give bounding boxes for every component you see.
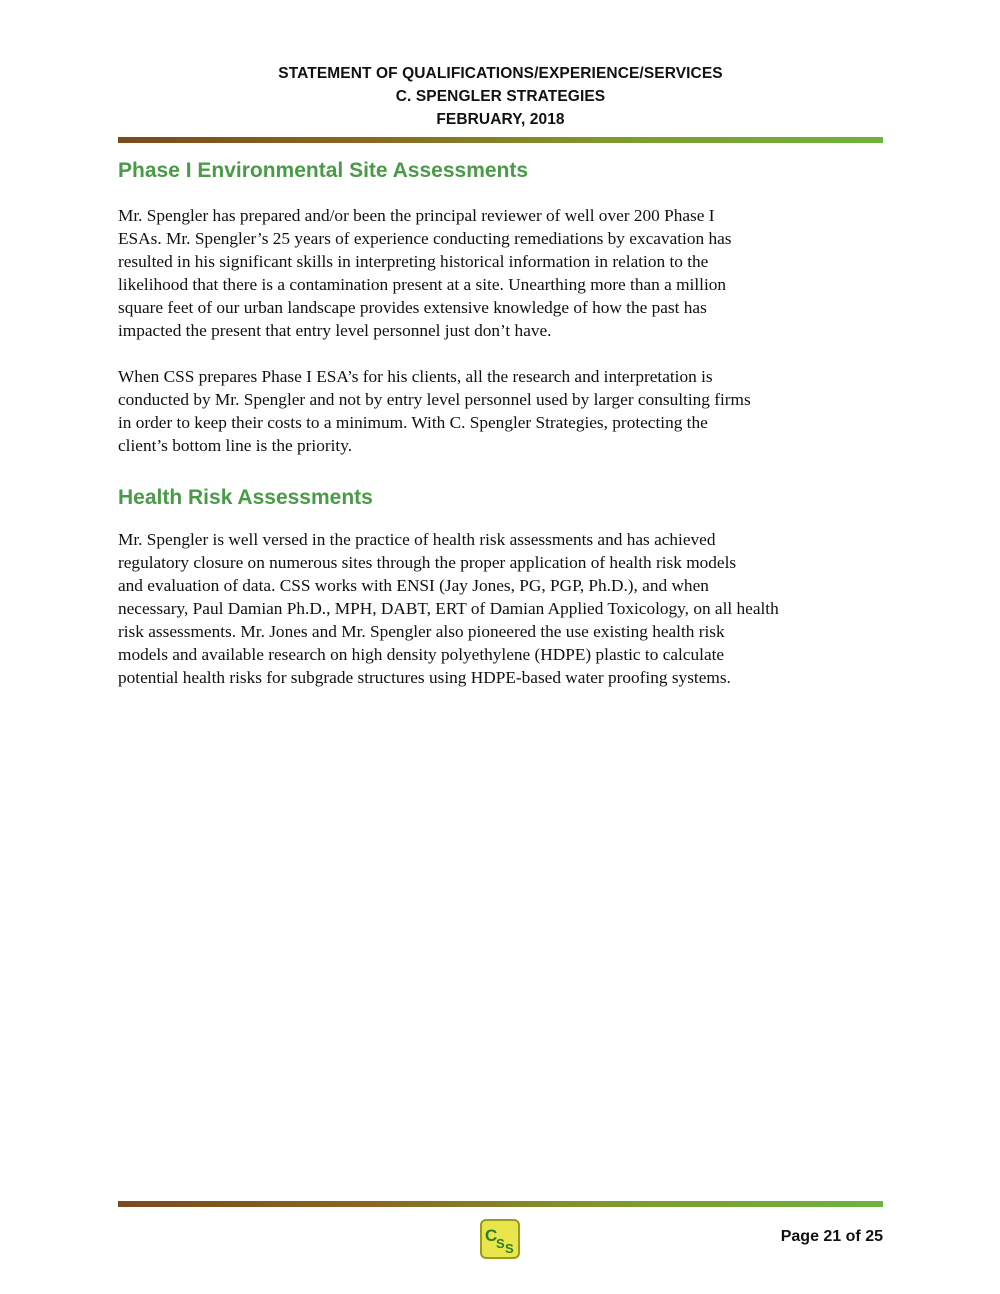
document-header xyxy=(118,62,883,131)
css-logo-mark xyxy=(482,1221,518,1257)
header-date: FEBRUARY, 2018 xyxy=(436,111,565,128)
text-line: in order to keep their costs to a minimum. With C. Spengler Strategies, protecting the xyxy=(118,413,708,432)
page-number: Page 21 of 25 xyxy=(780,1228,883,1245)
logo-letter-s2: S xyxy=(505,1241,514,1256)
logo-letter-s1: S xyxy=(496,1236,505,1251)
footer-divider xyxy=(118,1201,883,1207)
text-line: likelihood that there is a contamination present at a site. Unearthing more than a million xyxy=(118,275,727,294)
text-line: Mr. Spengler has prepared and/or been the principal reviewer of well over 200 Phase I xyxy=(118,206,715,225)
text-line: necessary, Paul Damian Ph.D., MPH, DABT, ERT of Damian Applied Toxicology, on all health xyxy=(118,599,779,618)
section-heading-phase-i: Phase I Environmental Site Assessments xyxy=(118,159,529,182)
text-line: Mr. Spengler is well versed in the practice of health risk assessments and has achieved xyxy=(118,530,716,549)
text-line: risk assessments. Mr. Jones and Mr. Spengler also pioneered the use existing health risk xyxy=(118,622,725,641)
header-divider xyxy=(118,137,883,143)
text-line: and evaluation of data. CSS works with ENSI (Jay Jones, PG, PGP, Ph.D.), and when xyxy=(118,576,709,595)
text-line: ESAs. Mr. Spengler’s 25 years of experience conducting remediations by excavation has xyxy=(118,229,732,248)
paragraph-phase-i-2 xyxy=(118,365,888,457)
text-line: impacted the present that entry level personnel just don’t have. xyxy=(118,321,552,340)
text-line: resulted in his significant skills in interpreting historical information in relation to the xyxy=(118,252,709,271)
text-line: client’s bottom line is the priority. xyxy=(118,436,353,455)
text-line: models and available research on high density polyethylene (HDPE) plastic to calculate xyxy=(118,645,725,664)
css-logo xyxy=(480,1219,520,1259)
text-line: When CSS prepares Phase I ESA’s for his clients, all the research and interpretation is xyxy=(118,367,713,386)
text-line: potential health risks for subgrade structures using HDPE-based water proofing systems. xyxy=(118,668,731,687)
text-line: conducted by Mr. Spengler and not by entry level personnel used by larger consulting firms xyxy=(118,390,751,409)
paragraph-health-risk-1 xyxy=(118,528,888,689)
section-heading-health-risk: Health Risk Assessments xyxy=(118,486,373,509)
paragraph-phase-i-1 xyxy=(118,204,888,342)
logo-letter-c: C xyxy=(485,1226,498,1245)
header-company: C. SPENGLER STRATEGIES xyxy=(395,88,606,105)
text-line: regulatory closure on numerous sites through the proper application of health risk models xyxy=(118,553,737,572)
header-title: STATEMENT OF QUALIFICATIONS/EXPERIENCE/SERVICES xyxy=(278,65,723,82)
text-line: square feet of our urban landscape provides extensive knowledge of how the past has xyxy=(118,298,707,317)
document-body xyxy=(118,154,888,689)
